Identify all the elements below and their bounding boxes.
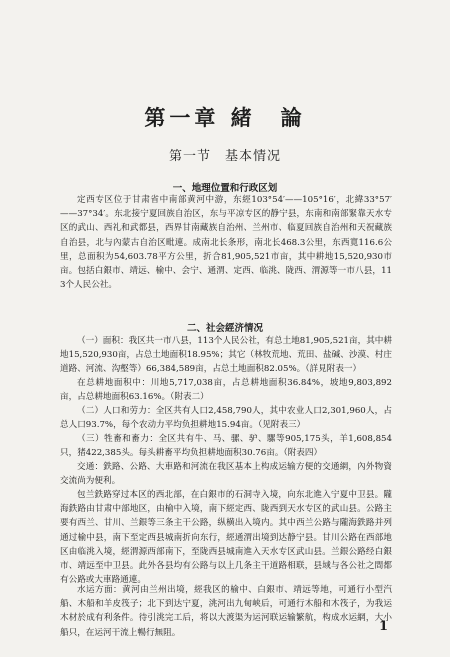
paragraph-transport: 交通：鉄路、公路、大車路和河流在我区基本上构成运输方便的交通網，內外物資交流尚为便利。 bbox=[60, 462, 392, 487]
paragraph-water-transport: 水运方面：黄河由兰州出境，經我区的榆中、白銀市、靖远等地，可通行小型汽船、木船和羊皮筏子；北下到达宁夏，洮河出九甸峡后，可通行木船和木筏子，为我运木材於成有利条件。待引洮完工后，将以大渡渠为运河联运输繁航，构成水运網，大小船只，在运河干流上暢行無阻。 bbox=[60, 585, 392, 638]
paragraph-area: （一）面积：我区共一市八县，113个人民公社，有总土地81,905,521亩，其中耕地15,520,930亩，占总土地面积18.95%；其它（林牧荒地、荒田、盐碱、沙漠、村庄道路、河流、沟壑等）66,384,589亩，占总土地面积82.05%。（詳見附表一） bbox=[60, 336, 392, 375]
page-number: 1 bbox=[379, 619, 389, 634]
paragraph-railways-roads: 包兰鉄路穿过本区的西北部，在白銀市的石洞寺入境，向东北進入宁夏中卫县。隴海鉄路由甘肃中部地区，由榆中入境，南下經定西、陇西到天水专区的武山县。公路主要有西兰、甘川、兰銀等三条主干公路，纵横出入境内。其中西兰公路与隴海鉄路并列通过榆中县，南下至定西县城南折向东行，經通渭出境到达静宁县。甘川公路在西部地区由临洮入境，經渭源西部南下，至陇西县城南進入天水专区武山县。兰銀公路经白銀市、靖远至中卫县。此外各县均有公路与以上几条主干道路相联，县域与各公社之間都有公路或大車路通連。 bbox=[60, 490, 392, 586]
section-title: 第一节 基本情况 bbox=[168, 149, 281, 164]
paragraph-cultivated-land: 在总耕地面积中：川地5,717,038亩，占总耕地面积36.84%，坡地9,803,892亩，占总耕地面积63.16%。（附表二） bbox=[60, 378, 392, 403]
paragraph-livestock: （三）牲畜和畜力：全区共有牛、马、骡、驴、騾等905,175头，羊1,608,854只，猪422,385头。每头耕畜平均负担耕地面积30.76亩。（附表四） bbox=[60, 434, 392, 459]
chapter-title: 第一章 緒 論 bbox=[144, 105, 306, 130]
paragraph-population-labor: （二）人口和劳力：全区共有人口2,458,790人，其中农业人口2,301,960人，占总人口93.7%，每个农动力平均负担耕地15.94亩。（见附表三） bbox=[60, 406, 392, 431]
subsection-heading-geography: 一、地理位置和行政区划 bbox=[172, 183, 278, 194]
subsection-heading-socioeconomic: 二、社会經济情况 bbox=[186, 323, 263, 334]
paragraph-geography: 定西专区位于甘肃省中南部黄河中游，东經103°54′——105°16′，北緯33°57′——37°34′。东北接宁夏回族自治区，东与平凉专区的静宁县，东南和南部緊靠天水专区的武山、西礼和武都县，西界甘南藏族自治州、兰州市、临夏回族自治州和天祝藏族自治县，北与內蒙古自治区毗連。成南北长条形，南北长468.3公里，东西寬116.6公里，总面积为54,603.78平方公里，折合81,905,521市亩，其中耕地15,520,930市亩。包括白銀市、靖远、榆中、会宁、通渭、定西、临洮、陇西、渭源等一市八县，113个人民公社。 bbox=[60, 195, 392, 291]
